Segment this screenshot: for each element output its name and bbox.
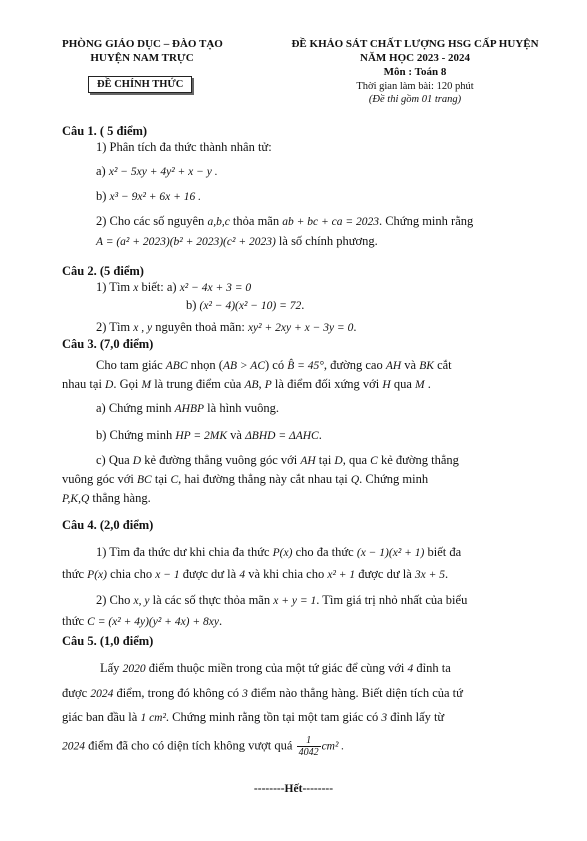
department-name: PHÒNG GIÁO DỤC – ĐÀO TẠO xyxy=(62,38,223,50)
page-count-note: (Đề thi gồm 01 trang) xyxy=(368,94,462,105)
q4-part1-line2: thức P(x) chia cho x − 1 được dư là 4 và khi chia cho x² + 1 được dư là 3x + 5. xyxy=(62,567,449,581)
q1-part2-line1: 2) Cho các số nguyên a,b,c thỏa mãn ab + bc + ca = 2023. Chứng minh rằng xyxy=(96,214,474,228)
end-marker: --------Hết-------- xyxy=(253,783,334,795)
q2-part2: 2) Tìm x , y nguyên thoả mãn: xy² + 2xy + x − 3y = 0. xyxy=(96,320,357,334)
q1-part1b: b) x³ − 9x² + 6x + 16 . xyxy=(96,189,202,203)
q4-part2-line2: thức C = (x² + 4y)(y² + 4x) + 8xy. xyxy=(62,614,223,628)
official-exam-badge: ĐỀ CHÍNH THỨC xyxy=(88,76,192,93)
q1-title: Câu 1. ( 5 điểm) xyxy=(62,124,148,138)
q5-line4: 2024 điểm đã cho có diện tích không vượt quá $\frac{1}{4042}$ cm² . xyxy=(62,735,345,758)
area-fraction: $\frac{1}{4042}$ xyxy=(298,735,319,758)
q4-part2-line1: 2) Cho x, y là các số thực thỏa mãn x + y = 1. Tìm giá trị nhỏ nhất của biểu xyxy=(96,593,468,607)
subject: Môn : Toán 8 xyxy=(383,66,447,78)
q3-title: Câu 3. (7,0 điểm) xyxy=(62,337,154,351)
exam-duration: Thời gian làm bài: 120 phút xyxy=(356,81,474,92)
q3-part-c-line1: c) Qua D kẻ đường thẳng vuông góc với AH tại D, qua C kẻ đường thẳng xyxy=(96,453,459,467)
q3-part-a: a) Chứng minh AHBP là hình vuông. xyxy=(96,401,280,415)
q3-part-c-line3: P,K,Q thẳng hàng. xyxy=(62,491,151,505)
q3-line1: Cho tam giác ABC nhọn (AB > AC) có B̂ = 45°, đường cao AH và BK cắt xyxy=(96,358,452,372)
q4-title: Câu 4. (2,0 điểm) xyxy=(62,518,154,532)
q5-title: Câu 5. (1,0 điểm) xyxy=(62,634,154,648)
district-name: HUYỆN NAM TRỰC xyxy=(90,52,194,64)
q1-part1a: a) x² − 5xy + 4y² + x − y . xyxy=(96,164,218,178)
q5-line3: giác ban đầu là 1 cm². Chứng minh rằng tồn tại một tam giác có 3 đỉnh lấy từ xyxy=(62,710,445,724)
exam-title: ĐỀ KHẢO SÁT CHẤT LƯỢNG HSG CẤP HUYỆN xyxy=(291,38,539,50)
q1-part2-line2: A = (a² + 2023)(b² + 2023)(c² + 2023) là số chính phương. xyxy=(96,234,378,248)
q5-line1: Lấy 2020 điểm thuộc miền trong của một tứ giác để cùng với 4 đỉnh ta xyxy=(100,661,451,675)
q2-title: Câu 2. (5 điểm) xyxy=(62,264,144,278)
q4-part1-line1: 1) Tìm đa thức dư khi chia đa thức P(x) cho đa thức (x − 1)(x² + 1) biết đa xyxy=(96,545,462,559)
q5-line2: được 2024 điểm, trong đó không có 3 điểm nào thẳng hàng. Biết diện tích của tứ xyxy=(62,686,463,700)
q2-part1a: 1) Tìm x biết: a) x² − 4x + 3 = 0 xyxy=(96,280,252,294)
q2-part1b: b) (x² − 4)(x² − 10) = 72. xyxy=(186,298,305,312)
q3-line2: nhau tại D. Gọi M là trung điểm của AB, P là điểm đối xứng với H qua M . xyxy=(62,377,431,391)
q1-part1: 1) Phân tích đa thức thành nhân tử: xyxy=(96,140,272,154)
q3-part-b: b) Chứng minh HP = 2MK và ΔBHD = ΔAHC. xyxy=(96,428,322,442)
q3-part-c-line2: vuông góc với BC tại C, hai đường thẳng này cắt nhau tại Q. Chứng minh xyxy=(62,472,429,486)
school-year: NĂM HỌC 2023 - 2024 xyxy=(360,52,470,64)
